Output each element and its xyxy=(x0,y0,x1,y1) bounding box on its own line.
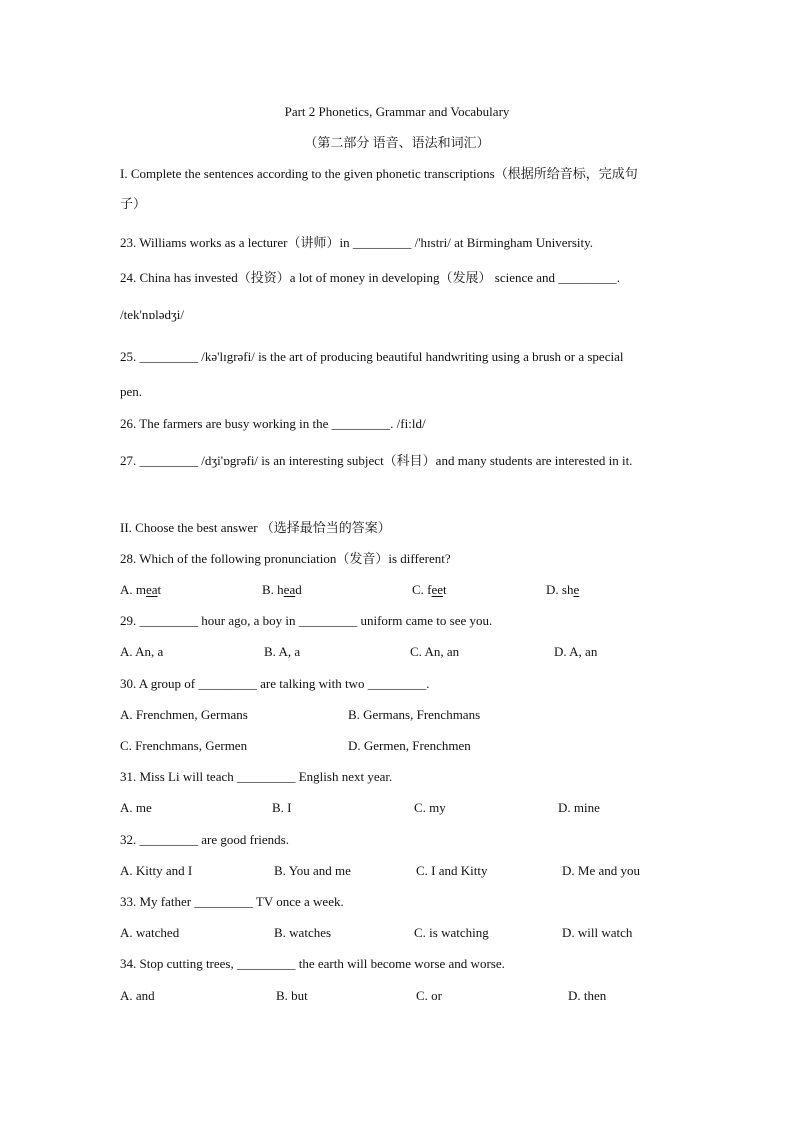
question-25-cont: pen. xyxy=(120,384,143,399)
page-subtitle: （第二部分 语音、语法和词汇） xyxy=(304,135,490,150)
option-33-c: C. is watching xyxy=(414,925,489,940)
question-34: 34. Stop cutting trees, _________ the earth will become worse and worse. xyxy=(120,956,505,971)
option-33-d: D. will watch xyxy=(562,925,633,940)
option-32-d: D. Me and you xyxy=(562,863,640,878)
option-32-c: C. I and Kitty xyxy=(416,863,488,878)
option-30-c: C. Frenchmans, Germen xyxy=(120,738,248,753)
option-34-c: C. or xyxy=(416,988,442,1003)
option-29-a: A. An, a xyxy=(120,644,164,659)
question-24: 24. China has invested（投资）a lot of money in developing（发展） science and _________. xyxy=(120,270,621,285)
option-34-a: A. and xyxy=(120,988,155,1003)
option-29-d: D. A, an xyxy=(554,644,598,659)
option-28-d: D. she xyxy=(546,582,580,597)
question-24-phonetic: /tek'nɒlədʒi/ xyxy=(120,307,185,322)
question-30: 30. A group of _________ are talking with two _________. xyxy=(120,676,430,691)
option-30-b: B. Germans, Frenchmans xyxy=(348,707,481,722)
option-28-b: B. head xyxy=(262,582,302,597)
option-34-b: B. but xyxy=(276,988,308,1003)
option-30-d: D. Germen, Frenchmen xyxy=(348,738,471,753)
option-29-b: B. A, a xyxy=(264,644,301,659)
section2-heading: II. Choose the best answer （选择最恰当的答案） xyxy=(120,520,391,535)
question-28: 28. Which of the following pronunciation（发音）is different? xyxy=(120,551,451,566)
question-27: 27. _________ /dʒi'ɒgrəfi/ is an interesting subject（科目）and many students are interested in it. xyxy=(120,453,633,468)
option-29-c: C. An, an xyxy=(410,644,460,659)
option-31-d: D. mine xyxy=(558,800,600,815)
page-title: Part 2 Phonetics, Grammar and Vocabulary xyxy=(284,104,510,119)
option-31-a: A. me xyxy=(120,800,152,815)
question-29: 29. _________ hour ago, a boy in _________ uniform came to see you. xyxy=(120,613,493,628)
option-28-c: C. feet xyxy=(412,582,447,597)
option-30-a: A. Frenchmen, Germans xyxy=(120,707,248,722)
option-28-a: A. meat xyxy=(120,582,162,597)
question-32: 32. _________ are good friends. xyxy=(120,832,289,847)
question-26: 26. The farmers are busy working in the _________. /fi:ld/ xyxy=(120,416,426,431)
option-33-a: A. watched xyxy=(120,925,180,940)
question-33: 33. My father _________ TV once a week. xyxy=(120,894,344,909)
question-25: 25. _________ /kə'lɪgrəfi/ is the art of producing beautiful handwriting using a brush or a special xyxy=(120,349,624,364)
option-32-a: A. Kitty and I xyxy=(120,863,193,878)
question-23: 23. Williams works as a lecturer（讲师）in _________ /'hɪstri/ at Birmingham University. xyxy=(120,235,594,250)
option-33-b: B. watches xyxy=(274,925,332,940)
option-31-b: B. I xyxy=(272,800,292,815)
section1-heading-cont: 子） xyxy=(120,196,147,211)
option-34-d: D. then xyxy=(568,988,607,1003)
option-32-b: B. You and me xyxy=(274,863,351,878)
question-31: 31. Miss Li will teach _________ English next year. xyxy=(120,769,393,784)
section1-heading: I. Complete the sentences according to the given phonetic transcriptions（根据所给音标，完成句 xyxy=(120,166,638,181)
option-31-c: C. my xyxy=(414,800,446,815)
